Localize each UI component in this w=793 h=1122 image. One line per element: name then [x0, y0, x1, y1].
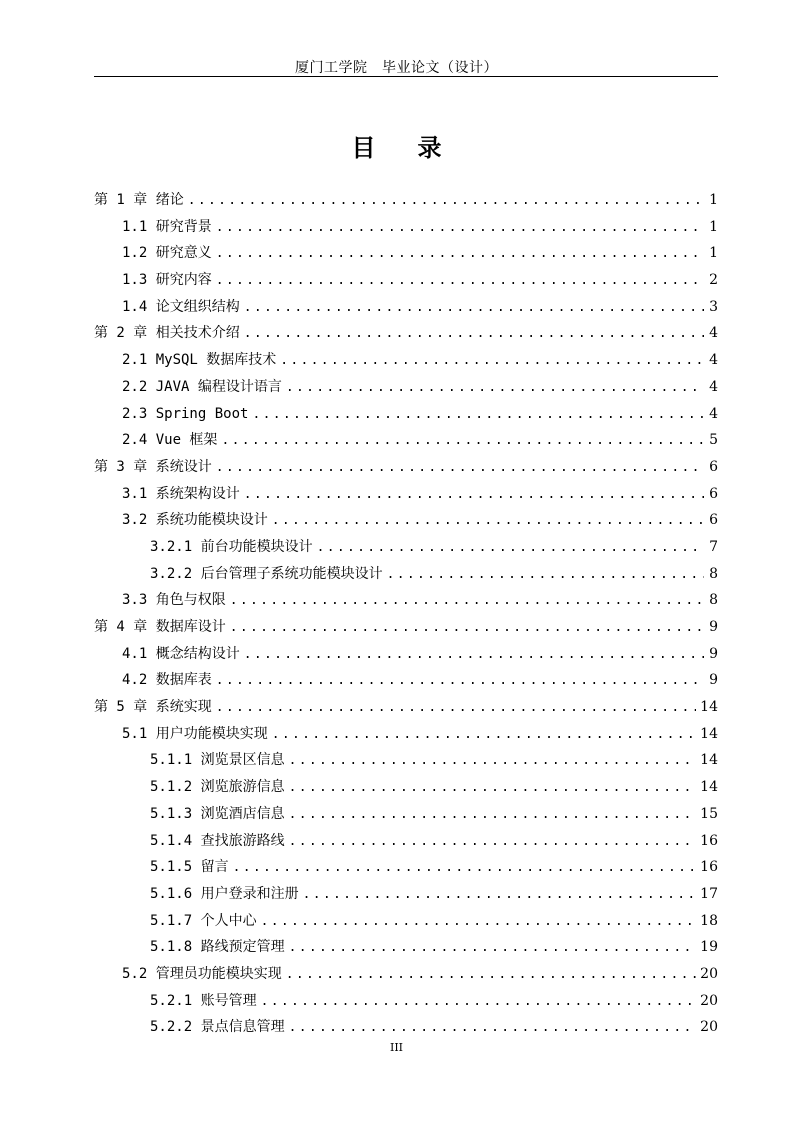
toc-entry[interactable]	[94, 587, 718, 614]
toc-page-number: 19	[700, 939, 718, 956]
toc-entry-title: 5.1.8 路线预定管理	[150, 939, 285, 956]
toc-page-number: 18	[700, 912, 718, 929]
toc-entry[interactable]	[94, 694, 718, 721]
toc-entry-title: 3.2.1 前台功能模块设计	[150, 538, 313, 555]
toc-dot-leader	[244, 295, 704, 322]
toc-page-number: 14	[700, 725, 718, 742]
toc-dot-leader	[317, 535, 704, 562]
toc-page-number: 7	[709, 538, 718, 555]
toc-entry[interactable]	[94, 427, 718, 454]
toc-page-number: 16	[700, 859, 718, 876]
toc-entry-title: 5.1.7 个人中心	[150, 912, 257, 929]
toc-dot-leader	[286, 962, 696, 989]
toc-entry-title: 1.4 论文组织结构	[122, 298, 240, 315]
toc-entry[interactable]	[94, 988, 718, 1015]
toc-page-number: 4	[709, 325, 718, 342]
toc-entry[interactable]	[94, 828, 718, 855]
toc-entry[interactable]	[94, 961, 718, 988]
toc-page-number: 20	[700, 965, 718, 982]
toc-entry[interactable]	[94, 481, 718, 508]
toc-page-number: 9	[709, 672, 718, 689]
toc-dot-leader	[244, 482, 704, 509]
toc-page-number: 1	[709, 192, 718, 208]
toc-page-number: 14	[700, 779, 718, 796]
toc-page-number: 2	[709, 272, 718, 289]
toc-dot-leader	[252, 402, 704, 429]
toc-entry[interactable]	[94, 507, 718, 534]
page-number: III	[389, 1041, 404, 1054]
toc-page-number: 8	[709, 592, 718, 609]
toc-entry[interactable]	[94, 320, 718, 347]
toc-page-number: 15	[700, 805, 718, 822]
toc-entry-title: 5.1.2 浏览旅游信息	[150, 779, 285, 796]
toc-entry-title: 2.3 Spring Boot	[122, 405, 249, 422]
toc-page-number: 14	[700, 699, 718, 716]
toc-entry-title: 5.1.6 用户登录和注册	[150, 885, 299, 902]
toc-entry-title: 5.2.1 账号管理	[150, 992, 257, 1009]
toc-page-number: 16	[700, 832, 718, 849]
toc-page-number: 6	[709, 458, 718, 475]
toc-dot-leader	[261, 989, 697, 1016]
toc-entry[interactable]	[94, 614, 718, 641]
running-header: 厦门工学院 毕业论文（设计）	[295, 60, 498, 76]
toc-dot-leader	[221, 428, 704, 455]
toc-page-number: 6	[709, 485, 718, 502]
toc-entry[interactable]	[94, 401, 718, 428]
toc-entry[interactable]	[94, 854, 718, 881]
toc-entry-title: 5.2 管理员功能模块实现	[122, 965, 282, 982]
toc-dot-leader	[216, 455, 704, 482]
toc-entry[interactable]	[94, 240, 718, 267]
toc-dot-leader	[216, 668, 704, 695]
toc-entry-title: 2.1 MySQL 数据库技术	[122, 352, 277, 369]
toc-page-number: 4	[709, 378, 718, 395]
toc-dot-leader	[230, 615, 704, 642]
toc-dot-leader	[303, 882, 697, 909]
toc-dot-leader	[188, 188, 704, 215]
toc-entry-title: 1.2 研究意义	[122, 245, 212, 262]
toc-entry[interactable]	[94, 534, 718, 561]
toc-page-number: 20	[700, 1019, 718, 1036]
toc-dot-leader	[289, 748, 697, 775]
toc-entry[interactable]	[94, 294, 718, 321]
toc-dot-leader	[289, 935, 697, 962]
toc-page-number: 4	[709, 405, 718, 422]
toc-dot-leader	[233, 855, 697, 882]
toc-entry-title: 第 4 章 数据库设计	[94, 619, 226, 635]
table-of-contents	[94, 187, 718, 1041]
toc-entry-title: 4.1 概念结构设计	[122, 645, 240, 662]
toc-page-number: 8	[709, 565, 718, 582]
toc-dot-leader	[289, 775, 697, 802]
toc-entry[interactable]	[94, 747, 718, 774]
toc-entry[interactable]	[94, 561, 718, 588]
toc-page-number: 1	[709, 245, 718, 262]
toc-dot-leader	[216, 695, 696, 722]
toc-entry-title: 2.4 Vue 框架	[122, 432, 218, 449]
toc-dot-leader	[230, 588, 704, 615]
toc-entry[interactable]	[94, 454, 718, 481]
toc-dot-leader	[286, 375, 704, 402]
toc-entry-title: 3.3 角色与权限	[122, 592, 226, 609]
toc-entry[interactable]	[94, 908, 718, 935]
toc-dot-leader	[272, 508, 704, 535]
toc-entry[interactable]	[94, 374, 718, 401]
toc-page-number: 6	[709, 512, 718, 529]
toc-entry[interactable]	[94, 801, 718, 828]
toc-page-number: 9	[709, 619, 718, 635]
toc-entry-title: 第 5 章 系统实现	[94, 699, 212, 716]
toc-entry[interactable]	[94, 214, 718, 241]
header-divider	[94, 76, 718, 77]
toc-page-number: 17	[700, 885, 718, 902]
toc-page-number: 3	[709, 298, 718, 315]
toc-entry-title: 5.1.3 浏览酒店信息	[150, 805, 285, 822]
page-title: 目录	[351, 134, 484, 162]
toc-entry-title: 第 2 章 相关技术介绍	[94, 325, 240, 342]
toc-dot-leader	[216, 268, 704, 295]
toc-entry[interactable]	[94, 267, 718, 294]
toc-dot-leader	[289, 829, 697, 856]
toc-entry-title: 第 1 章 绪论	[94, 192, 184, 208]
toc-entry[interactable]	[94, 881, 718, 908]
toc-entry-title: 5.2.2 景点信息管理	[150, 1019, 285, 1036]
toc-entry[interactable]	[94, 1014, 718, 1041]
toc-entry[interactable]	[94, 774, 718, 801]
toc-entry-title: 3.2.2 后台管理子系统功能模块设计	[150, 565, 383, 582]
toc-page-number: 9	[709, 645, 718, 662]
toc-dot-leader	[387, 562, 704, 589]
toc-entry[interactable]	[94, 187, 718, 214]
toc-entry-title: 5.1 用户功能模块实现	[122, 725, 268, 742]
toc-entry-title: 3.1 系统架构设计	[122, 485, 240, 502]
toc-page-number: 14	[700, 752, 718, 769]
toc-entry-title: 5.1.4 查找旅游路线	[150, 832, 285, 849]
toc-dot-leader	[289, 1015, 697, 1042]
toc-entry[interactable]	[94, 347, 718, 374]
toc-dot-leader	[261, 909, 697, 936]
toc-entry-title: 1.3 研究内容	[122, 272, 212, 289]
toc-page-number: 4	[709, 352, 718, 369]
toc-dot-leader	[280, 348, 704, 375]
toc-entry-title: 2.2 JAVA 编程设计语言	[122, 378, 282, 395]
toc-page-number: 1	[709, 218, 718, 235]
toc-entry[interactable]	[94, 721, 718, 748]
toc-entry-title: 1.1 研究背景	[122, 218, 212, 235]
toc-dot-leader	[244, 321, 704, 348]
toc-entry[interactable]	[94, 667, 718, 694]
toc-dot-leader	[289, 802, 697, 829]
toc-entry-title: 第 3 章 系统设计	[94, 458, 212, 475]
toc-dot-leader	[216, 241, 704, 268]
toc-entry[interactable]	[94, 934, 718, 961]
toc-entry[interactable]	[94, 641, 718, 668]
toc-entry-title: 5.1.1 浏览景区信息	[150, 752, 285, 769]
toc-dot-leader	[272, 722, 696, 749]
toc-entry-title: 4.2 数据库表	[122, 672, 212, 689]
toc-page-number: 5	[709, 432, 718, 449]
toc-entry-title: 3.2 系统功能模块设计	[122, 512, 268, 529]
toc-dot-leader	[244, 642, 704, 669]
toc-page-number: 20	[700, 992, 718, 1009]
toc-dot-leader	[216, 215, 704, 242]
toc-entry-title: 5.1.5 留言	[150, 859, 229, 876]
